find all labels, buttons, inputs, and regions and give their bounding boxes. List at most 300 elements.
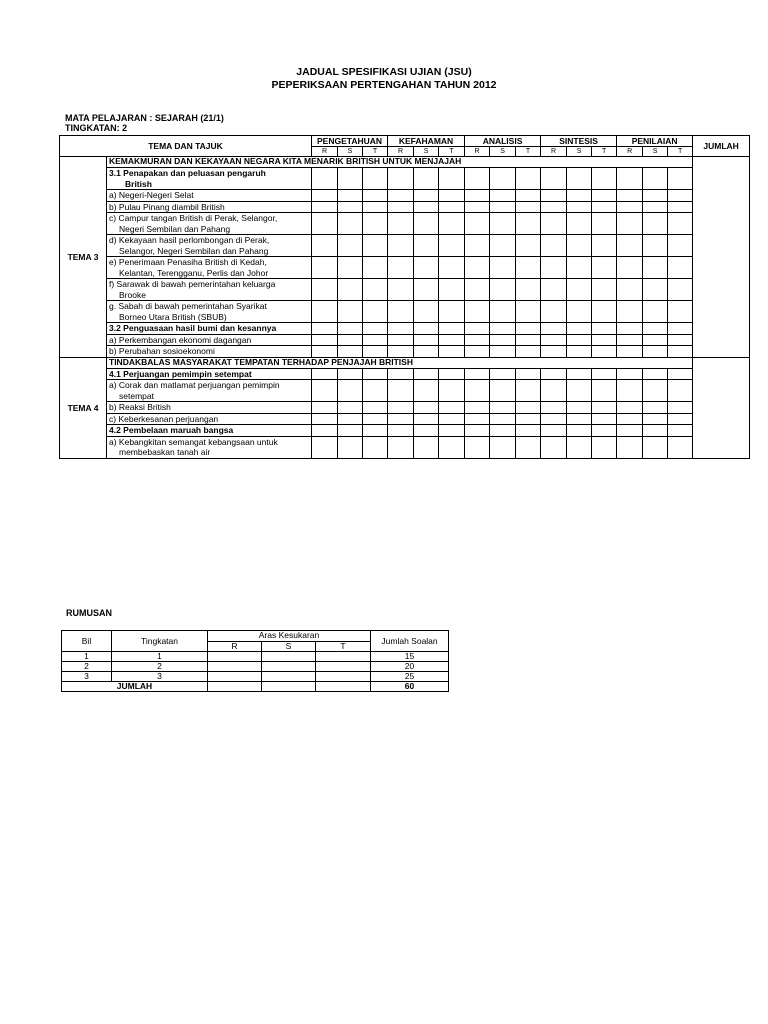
subheader-r: R xyxy=(617,147,643,157)
grid-cell xyxy=(439,346,465,358)
grid-cell xyxy=(338,235,363,257)
grid-cell xyxy=(617,436,643,458)
topic-cell: c) Campur tangan British di Perak, Selangor, Negeri Sembilan dan Pahang xyxy=(107,213,312,235)
grid-cell xyxy=(516,346,541,358)
grid-cell xyxy=(643,425,668,437)
rumusan-t xyxy=(316,682,371,692)
grid-cell xyxy=(338,436,363,458)
topic-cell: 4.1 Perjuangan pemimpin setempat xyxy=(107,368,312,380)
grid-cell xyxy=(592,425,617,437)
grid-cell xyxy=(312,190,338,202)
grid-cell xyxy=(439,425,465,437)
grid-cell xyxy=(338,413,363,425)
subheader-r: R xyxy=(312,147,338,157)
topic-cell: e) Penerimaan Penasiha British di Kedah, Kelantan, Terengganu, Perlis dan Johor xyxy=(107,257,312,279)
subject-label: MATA PELAJARAN : SEJARAH (21/1) xyxy=(65,113,224,123)
subheader-t: T xyxy=(668,147,693,157)
grid-cell xyxy=(567,213,592,235)
grid-cell xyxy=(643,346,668,358)
subheader-s: S xyxy=(490,147,516,157)
grid-cell xyxy=(465,190,490,202)
grid-cell xyxy=(439,402,465,414)
topic-cell: a) Kebangkitan semangat kebangsaan untuk membebaskan tanah air xyxy=(107,436,312,458)
grid-cell xyxy=(643,413,668,425)
grid-cell xyxy=(490,279,516,301)
grid-cell xyxy=(516,425,541,437)
grid-cell xyxy=(465,235,490,257)
grid-cell xyxy=(643,368,668,380)
grid-cell xyxy=(388,334,414,346)
grid-cell xyxy=(592,190,617,202)
grid-cell xyxy=(668,334,693,346)
grid-cell xyxy=(414,201,439,213)
subheader-s: S xyxy=(567,147,592,157)
grid-cell xyxy=(465,413,490,425)
grid-cell xyxy=(668,402,693,414)
grid-cell xyxy=(388,190,414,202)
grid-cell xyxy=(439,334,465,346)
page-title-line-1: JADUAL SPESIFIKASI UJIAN (JSU) xyxy=(296,66,472,78)
grid-cell xyxy=(617,190,643,202)
jumlah-cell-tema-3 xyxy=(693,157,750,358)
table-row xyxy=(62,662,449,672)
grid-cell xyxy=(338,323,363,335)
grid-cell xyxy=(312,213,338,235)
rumusan-t xyxy=(316,652,371,662)
rumusan-header-s: S xyxy=(262,641,316,652)
grid-cell xyxy=(516,235,541,257)
grid-cell xyxy=(363,346,388,358)
rumusan-jumlah: 15 xyxy=(371,652,449,662)
grid-cell xyxy=(388,380,414,402)
grid-cell xyxy=(363,334,388,346)
header-level-sintesis: SINTESIS xyxy=(541,136,617,147)
grid-cell xyxy=(592,323,617,335)
grid-cell xyxy=(312,334,338,346)
grid-cell xyxy=(388,413,414,425)
grid-cell xyxy=(388,368,414,380)
rumusan-s xyxy=(262,672,316,682)
grid-cell xyxy=(541,380,567,402)
rumusan-tingkatan: 3 xyxy=(112,672,208,682)
grid-cell xyxy=(439,235,465,257)
grid-cell xyxy=(312,425,338,437)
table-row xyxy=(60,213,750,235)
grid-cell xyxy=(541,413,567,425)
grid-cell xyxy=(617,213,643,235)
grid-cell xyxy=(592,213,617,235)
grid-cell xyxy=(388,213,414,235)
grid-cell xyxy=(643,213,668,235)
grid-cell xyxy=(388,301,414,323)
grid-cell xyxy=(312,279,338,301)
grid-cell xyxy=(516,413,541,425)
grid-cell xyxy=(388,323,414,335)
table-row xyxy=(60,168,750,190)
grid-cell xyxy=(668,190,693,202)
topic-cell: b) Perubahan sosioekonomi xyxy=(107,346,312,358)
grid-cell xyxy=(465,279,490,301)
grid-cell xyxy=(516,380,541,402)
grid-cell xyxy=(338,380,363,402)
grid-cell xyxy=(388,257,414,279)
grid-cell xyxy=(668,235,693,257)
grid-cell xyxy=(541,301,567,323)
grid-cell xyxy=(363,168,388,190)
topic-cell: g. Sabah di bawah pemerintahan Syarikat Borneo Utara British (SBUB) xyxy=(107,301,312,323)
grid-cell xyxy=(617,413,643,425)
grid-cell xyxy=(490,190,516,202)
rumusan-total-value: 60 xyxy=(371,682,449,692)
tema-3-title: KEMAKMURAN DAN KEKAYAAN NEGARA KITA MENARIK BRITISH UNTUK MENJAJAH xyxy=(107,157,693,168)
grid-cell xyxy=(541,279,567,301)
tema-3-label: TEMA 3 xyxy=(60,157,107,358)
table-row xyxy=(60,157,750,168)
grid-cell xyxy=(312,301,338,323)
grid-cell xyxy=(668,413,693,425)
grid-cell xyxy=(592,413,617,425)
rumusan-header-t: T xyxy=(316,641,371,652)
grid-cell xyxy=(312,201,338,213)
grid-cell xyxy=(363,235,388,257)
header-level-analisis: ANALISIS xyxy=(465,136,541,147)
subheader-t: T xyxy=(592,147,617,157)
grid-cell xyxy=(414,334,439,346)
grid-cell xyxy=(516,436,541,458)
grid-cell xyxy=(592,235,617,257)
subheader-r: R xyxy=(541,147,567,157)
grid-cell xyxy=(439,380,465,402)
grid-cell xyxy=(338,402,363,414)
grid-cell xyxy=(516,323,541,335)
grid-cell xyxy=(567,190,592,202)
grid-cell xyxy=(312,235,338,257)
grid-cell xyxy=(338,257,363,279)
grid-cell xyxy=(668,301,693,323)
grid-cell xyxy=(516,190,541,202)
grid-cell xyxy=(490,201,516,213)
grid-cell xyxy=(668,346,693,358)
grid-cell xyxy=(643,301,668,323)
grid-cell xyxy=(643,190,668,202)
subheader-t: T xyxy=(516,147,541,157)
grid-cell xyxy=(388,402,414,414)
rumusan-t xyxy=(316,672,371,682)
grid-cell xyxy=(439,201,465,213)
grid-cell xyxy=(414,380,439,402)
header-level-penilaian: PENILAIAN xyxy=(617,136,693,147)
topic-cell: c) Keberkesanan perjuangan xyxy=(107,413,312,425)
rumusan-header-aras: Aras Kesukaran xyxy=(208,631,371,642)
grid-cell xyxy=(592,279,617,301)
subheader-t: T xyxy=(363,147,388,157)
grid-cell xyxy=(567,323,592,335)
grid-cell xyxy=(541,213,567,235)
topic-cell: f) Sarawak di bawah pemerintahan keluarga Brooke xyxy=(107,279,312,301)
grid-cell xyxy=(541,323,567,335)
grid-cell xyxy=(439,301,465,323)
rumusan-s xyxy=(262,652,316,662)
grid-cell xyxy=(592,334,617,346)
rumusan-r xyxy=(208,652,262,662)
specification-table xyxy=(59,135,750,459)
grid-cell xyxy=(516,402,541,414)
grid-cell xyxy=(414,436,439,458)
grid-cell xyxy=(338,368,363,380)
grid-cell xyxy=(668,425,693,437)
subheader-r: R xyxy=(388,147,414,157)
grid-cell xyxy=(338,334,363,346)
rumusan-label: RUMUSAN xyxy=(66,608,112,618)
grid-cell xyxy=(439,168,465,190)
grid-cell xyxy=(465,257,490,279)
grid-cell xyxy=(414,413,439,425)
grid-cell xyxy=(312,436,338,458)
table-row xyxy=(62,672,449,682)
grid-cell xyxy=(617,257,643,279)
grid-cell xyxy=(465,301,490,323)
grid-cell xyxy=(490,380,516,402)
grid-cell xyxy=(414,368,439,380)
grid-cell xyxy=(414,257,439,279)
grid-cell xyxy=(490,402,516,414)
grid-cell xyxy=(312,368,338,380)
grid-cell xyxy=(388,279,414,301)
table-row xyxy=(60,357,750,368)
grid-cell xyxy=(617,402,643,414)
jumlah-cell-tema-4 xyxy=(693,357,750,458)
rumusan-header-r: R xyxy=(208,641,262,652)
grid-cell xyxy=(388,235,414,257)
grid-cell xyxy=(617,368,643,380)
subheader-s: S xyxy=(414,147,439,157)
grid-cell xyxy=(338,190,363,202)
grid-cell xyxy=(516,334,541,346)
grid-cell xyxy=(363,413,388,425)
grid-cell xyxy=(541,257,567,279)
grid-cell xyxy=(592,257,617,279)
grid-cell xyxy=(363,201,388,213)
grid-cell xyxy=(516,201,541,213)
grid-cell xyxy=(414,323,439,335)
grid-cell xyxy=(490,334,516,346)
table-row xyxy=(60,334,750,346)
grid-cell xyxy=(414,301,439,323)
grid-cell xyxy=(490,257,516,279)
grid-cell xyxy=(439,323,465,335)
tema-4-title: TINDAKBALAS MASYARAKAT TEMPATAN TERHADAP PENJAJAH BRITISH xyxy=(107,357,693,368)
grid-cell xyxy=(567,279,592,301)
table-row xyxy=(60,190,750,202)
grid-cell xyxy=(567,346,592,358)
grid-cell xyxy=(541,168,567,190)
grid-cell xyxy=(643,334,668,346)
header-level-pengetahuan: PENGETAHUAN xyxy=(312,136,388,147)
grid-cell xyxy=(363,436,388,458)
grid-cell xyxy=(516,257,541,279)
rumusan-header-bil: Bil xyxy=(62,631,112,652)
grid-cell xyxy=(541,334,567,346)
topic-cell: b) Reaksi British xyxy=(107,402,312,414)
grid-cell xyxy=(567,168,592,190)
grid-cell xyxy=(490,168,516,190)
topic-cell: a) Negeri-Negeri Selat xyxy=(107,190,312,202)
grid-cell xyxy=(592,346,617,358)
grid-cell xyxy=(338,346,363,358)
grid-cell xyxy=(592,380,617,402)
grid-cell xyxy=(592,168,617,190)
grid-cell xyxy=(541,190,567,202)
grid-cell xyxy=(465,346,490,358)
table-row xyxy=(60,402,750,414)
grid-cell xyxy=(541,368,567,380)
tema-4-label: TEMA 4 xyxy=(60,357,107,458)
topic-cell: b) Pulau Pinang diambil British xyxy=(107,201,312,213)
grid-cell xyxy=(363,380,388,402)
grid-cell xyxy=(541,201,567,213)
rumusan-bil: 3 xyxy=(62,672,112,682)
grid-cell xyxy=(312,413,338,425)
topic-cell: 3.2 Penguasaan hasil bumi dan kesannya xyxy=(107,323,312,335)
grid-cell xyxy=(363,368,388,380)
grid-cell xyxy=(668,368,693,380)
grid-cell xyxy=(439,436,465,458)
grid-cell xyxy=(592,436,617,458)
grid-cell xyxy=(312,402,338,414)
grid-cell xyxy=(363,301,388,323)
rumusan-jumlah: 20 xyxy=(371,662,449,672)
grid-cell xyxy=(617,334,643,346)
grid-cell xyxy=(465,168,490,190)
topic-cell: a) Perkembangan ekonomi dagangan xyxy=(107,334,312,346)
grid-cell xyxy=(617,425,643,437)
grid-cell xyxy=(516,279,541,301)
grid-cell xyxy=(465,380,490,402)
table-row xyxy=(60,257,750,279)
grid-cell xyxy=(414,213,439,235)
grid-cell xyxy=(668,380,693,402)
grid-cell xyxy=(363,257,388,279)
grid-cell xyxy=(338,425,363,437)
grid-cell xyxy=(363,425,388,437)
grid-cell xyxy=(643,323,668,335)
grid-cell xyxy=(465,402,490,414)
page-title-line-2: PEPERIKSAAN PERTENGAHAN TAHUN 2012 xyxy=(271,79,497,91)
grid-cell xyxy=(541,346,567,358)
table-row xyxy=(60,301,750,323)
grid-cell xyxy=(338,201,363,213)
grid-cell xyxy=(567,380,592,402)
rumusan-r xyxy=(208,682,262,692)
rumusan-table xyxy=(61,630,449,692)
table-row xyxy=(60,368,750,380)
grid-cell xyxy=(516,213,541,235)
grid-cell xyxy=(617,301,643,323)
grid-cell xyxy=(567,257,592,279)
grid-cell xyxy=(541,425,567,437)
grid-cell xyxy=(541,436,567,458)
grid-cell xyxy=(414,168,439,190)
grid-cell xyxy=(388,168,414,190)
grid-cell xyxy=(439,190,465,202)
grid-cell xyxy=(617,323,643,335)
grid-cell xyxy=(617,201,643,213)
grid-cell xyxy=(567,413,592,425)
grid-cell xyxy=(338,301,363,323)
rumusan-t xyxy=(316,662,371,672)
grid-cell xyxy=(516,301,541,323)
header-tema-dan-tajuk: TEMA DAN TAJUK xyxy=(60,136,312,157)
grid-cell xyxy=(439,368,465,380)
grid-cell xyxy=(465,425,490,437)
grid-cell xyxy=(643,380,668,402)
grid-cell xyxy=(312,168,338,190)
grid-cell xyxy=(312,346,338,358)
grid-cell xyxy=(490,301,516,323)
table-row xyxy=(60,279,750,301)
rumusan-s xyxy=(262,682,316,692)
grid-cell xyxy=(465,323,490,335)
grid-cell xyxy=(567,235,592,257)
subheader-s: S xyxy=(338,147,363,157)
grid-cell xyxy=(668,257,693,279)
grid-cell xyxy=(668,213,693,235)
rumusan-bil: 2 xyxy=(62,662,112,672)
grid-cell xyxy=(338,168,363,190)
table-row xyxy=(60,346,750,358)
form-label: TINGKATAN: 2 xyxy=(65,123,128,133)
grid-cell xyxy=(592,402,617,414)
grid-cell xyxy=(643,436,668,458)
grid-cell xyxy=(668,436,693,458)
table-row xyxy=(60,436,750,458)
grid-cell xyxy=(414,402,439,414)
grid-cell xyxy=(567,436,592,458)
grid-cell xyxy=(567,402,592,414)
grid-cell xyxy=(439,413,465,425)
grid-cell xyxy=(338,213,363,235)
table-row xyxy=(60,413,750,425)
grid-cell xyxy=(363,190,388,202)
grid-cell xyxy=(516,368,541,380)
subheader-r: R xyxy=(465,147,490,157)
grid-cell xyxy=(592,201,617,213)
grid-cell xyxy=(617,380,643,402)
grid-cell xyxy=(312,323,338,335)
rumusan-r xyxy=(208,662,262,672)
grid-cell xyxy=(643,201,668,213)
grid-cell xyxy=(490,213,516,235)
grid-cell xyxy=(363,402,388,414)
grid-cell xyxy=(567,334,592,346)
grid-cell xyxy=(643,257,668,279)
rumusan-tingkatan: 1 xyxy=(112,652,208,662)
grid-cell xyxy=(490,425,516,437)
grid-cell xyxy=(617,168,643,190)
rumusan-header-jumlah-soalan: Jumlah Soalan xyxy=(371,631,449,652)
grid-cell xyxy=(414,235,439,257)
grid-cell xyxy=(567,368,592,380)
grid-cell xyxy=(465,334,490,346)
grid-cell xyxy=(439,257,465,279)
grid-cell xyxy=(465,201,490,213)
rumusan-r xyxy=(208,672,262,682)
grid-cell xyxy=(516,168,541,190)
table-row xyxy=(62,652,449,662)
grid-cell xyxy=(414,425,439,437)
topic-cell: 3.1 Penapakan dan peluasan pengaruh British xyxy=(107,168,312,190)
grid-cell xyxy=(414,346,439,358)
